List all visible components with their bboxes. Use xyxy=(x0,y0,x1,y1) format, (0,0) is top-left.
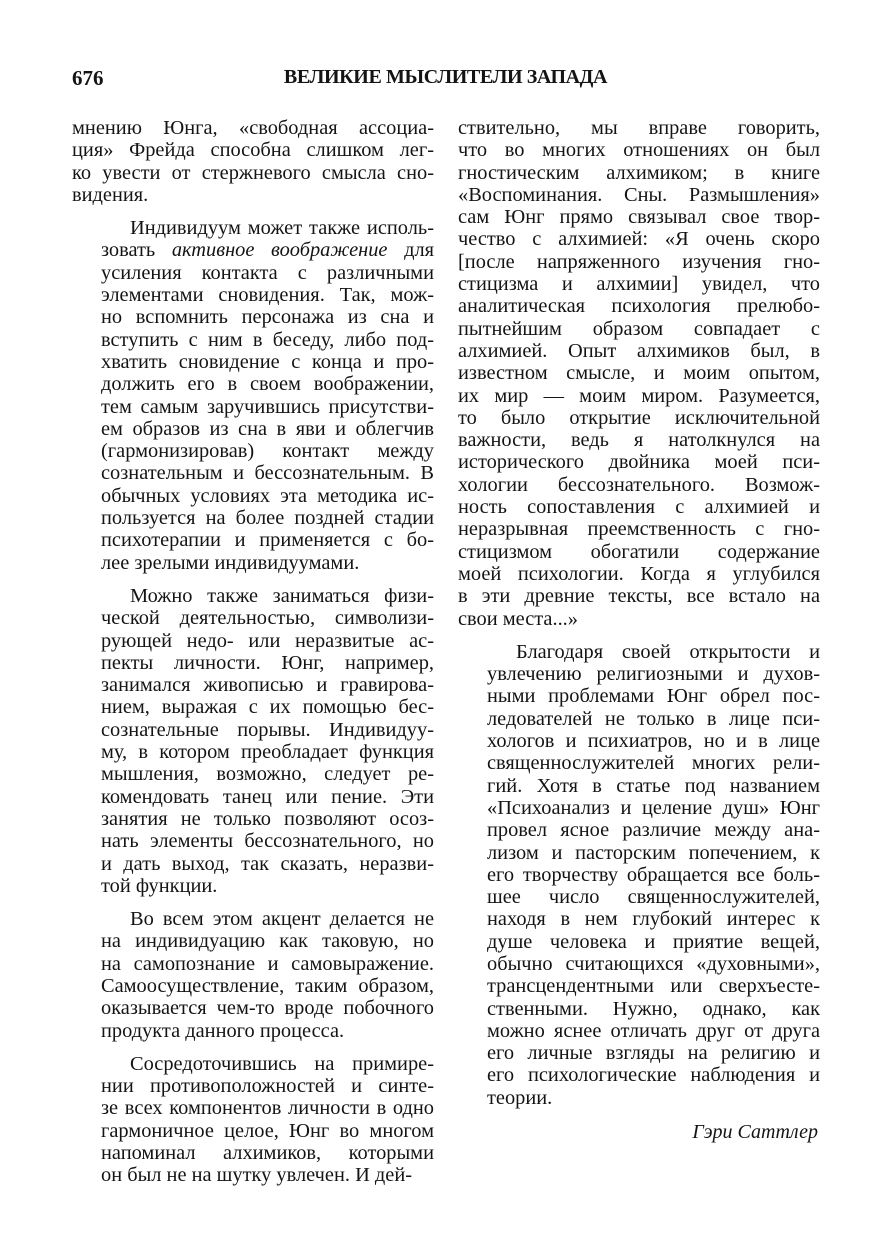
page-number: 676 xyxy=(72,66,104,90)
text-line: свои места...» xyxy=(458,607,578,630)
text-line: той функции. xyxy=(101,874,218,897)
text-line: гий. Хотя в статье под названием xyxy=(487,774,820,797)
text-line: зе всех компонентов личности в одно xyxy=(101,1097,434,1120)
text-line: стицизмом обогатили содержание xyxy=(458,540,820,563)
text-line: шее число священнослужителей, xyxy=(487,886,820,909)
text-line: трансцендентными или сверхъесте- xyxy=(487,975,820,998)
text-line: провел ясное различие между ана- xyxy=(487,819,820,842)
text-line: находя в нем глубокий интерес к xyxy=(487,908,820,931)
text-line: неразрывная преемственность с гно- xyxy=(458,518,820,541)
text-line: его творчеству обращается все боль- xyxy=(487,863,820,886)
text-line: ствительно, мы вправе говорить, xyxy=(458,117,820,139)
text-line: гармоничное целое, Юнг во многом xyxy=(101,1119,434,1142)
text-line: усиления контакта с различными xyxy=(101,261,434,284)
text-line: и дать выход, так сказать, неразви- xyxy=(101,852,434,875)
text-line: важности, ведь я натолкнулся на xyxy=(458,429,820,452)
text-line: ными проблемами Юнг обрел пос- xyxy=(487,685,820,708)
text-line: алхимией. Опыт алхимиков был, в xyxy=(458,339,820,362)
text-line: на индивидуацию как таковую, но xyxy=(101,930,434,953)
text-line: Индивидуум может также исполь- xyxy=(130,217,434,240)
text-line: «Воспоминания. Сны. Размышления» xyxy=(458,183,820,206)
text-line: увлечению религиозными и духов- xyxy=(487,663,820,686)
text-line: обычно считающихся «духовными», xyxy=(487,952,820,975)
text-line: му, в котором преобладает функция xyxy=(101,741,434,764)
text-line: лизом и пасторским попечением, к xyxy=(487,841,820,864)
text-line: [после напряженного изучения гно- xyxy=(458,250,820,273)
text-line: он был не на шутку увлечен. И дей- xyxy=(101,1164,413,1187)
text-line: хватить сновидение с конца и про- xyxy=(101,350,434,373)
paragraph xyxy=(72,217,434,574)
text-line: нием, выражая с их помощью бес- xyxy=(101,696,434,719)
text-line: чество с алхимией: «Я очень скоро xyxy=(458,228,820,251)
text-line: напоминал алхимиков, которыми xyxy=(101,1142,434,1165)
left-text-column xyxy=(72,117,434,1187)
text-line: аналитическая психология прелюбо- xyxy=(458,295,820,318)
text-line: хологов и психиатров, но и в лице xyxy=(487,730,820,753)
text-line: Во всем этом акцент делается не xyxy=(130,908,434,931)
text-line: Можно также заниматься физи- xyxy=(130,584,434,607)
text-line: известном смысле, и моим опытом, xyxy=(458,362,820,385)
text-line: на самопознание и самовыражение. xyxy=(101,952,434,975)
article-author: Гэри Саттлер xyxy=(692,1121,818,1143)
paragraph xyxy=(72,585,434,897)
text-line: мнению Юнга, «свободная ассоциа- xyxy=(72,117,434,139)
text-line: оказывается чем-то вроде побочного xyxy=(101,997,434,1020)
text-line: ем образов из сна в яви и облегчив xyxy=(101,417,434,440)
text-line: ность сопоставления с алхимией и xyxy=(458,496,820,519)
running-title: ВЕЛИКИЕ МЫСЛИТЕЛИ ЗАПАДА xyxy=(283,66,608,88)
text-line: (гармонизировав) контакт между xyxy=(101,440,434,463)
paragraph xyxy=(458,641,820,1109)
text-line: можно яснее отличать друг от друга xyxy=(487,1019,820,1042)
text-line: ственными. Нужно, однако, как xyxy=(487,997,820,1020)
text-line: комендовать танец или пение. Эти xyxy=(101,785,434,808)
text-line: Благодаря своей открытости и xyxy=(516,640,820,663)
text-line: его личные взгляды на религию и xyxy=(487,1042,820,1065)
text-line: гностическим алхимиком; в книге xyxy=(458,161,820,184)
text-line: пытнейшим образом совпадает с xyxy=(458,317,820,340)
text-line: моей психологии. Когда я углубился xyxy=(458,562,820,585)
right-text-column xyxy=(458,117,820,1109)
text-line: но вспомнить персонажа из сна и xyxy=(101,306,434,329)
text-line: тем самым заручившись присутстви- xyxy=(101,395,434,418)
text-line: хологии бессознательного. Возмож- xyxy=(458,473,820,496)
text-line: занимался живописью и гравирова- xyxy=(101,674,434,697)
text-line: Самоосуществление, таким образом, xyxy=(101,974,434,997)
text-line: продукта данного процесса. xyxy=(101,1019,345,1042)
text-line: нать элементы бессознательного, но xyxy=(101,830,434,853)
text-line: исторического двойника моей пси- xyxy=(458,451,820,474)
paragraph xyxy=(458,117,820,630)
text-line: ко увести от стержневого смысла сно- xyxy=(72,161,434,184)
text-line: их мир — моим миром. Разумеется, xyxy=(458,384,820,407)
text-line: элементами сновидения. Так, мож- xyxy=(101,284,434,307)
text-line: рующей недо- или неразвитые ас- xyxy=(101,629,434,652)
text-line: теории. xyxy=(487,1086,553,1109)
text-line: «Психоанализ и целение душ» Юнг xyxy=(487,796,820,819)
text-line: то было открытие исключительной xyxy=(458,406,820,429)
emphasized-term: активное воображение xyxy=(171,239,388,262)
text-line: обычных условиях эта методика ис- xyxy=(101,484,434,507)
text-line: психотерапии и применяется с бо- xyxy=(101,529,434,552)
text-line: в эти древние тексты, все встало на xyxy=(458,585,820,608)
text-line: вступить с ним в беседу, либо под- xyxy=(101,328,434,351)
text-line: сам Юнг прямо связывал свое твор- xyxy=(458,206,820,229)
text-line: должить его в своем воображении, xyxy=(101,373,434,396)
text-line: сознательные порывы. Индивидуу- xyxy=(101,718,434,741)
text-line: занятия не только позволяют осоз- xyxy=(101,807,434,830)
text-line: его психологические наблюдения и xyxy=(487,1064,820,1087)
text-line: сознательным и бессознательным. В xyxy=(101,462,434,485)
text-line: что во многих отношениях он был xyxy=(458,139,820,162)
text-line: пекты личности. Юнг, например, xyxy=(101,651,434,674)
text-line: пользуется на более поздней стадии xyxy=(101,507,434,530)
text-line: мышления, возможно, следует ре- xyxy=(101,763,434,786)
paragraph xyxy=(72,908,434,1042)
text-line: зовать активное воображение для xyxy=(101,239,435,262)
paragraph xyxy=(72,117,434,206)
text-line: ческой деятельностью, символизи- xyxy=(101,607,434,630)
text-line: нии противоположностей и синте- xyxy=(101,1075,434,1098)
text-line: видения. xyxy=(72,183,149,206)
text-line: лее зрелыми индивидуумами. xyxy=(101,551,360,574)
page-header xyxy=(72,66,819,96)
text-line: ция» Фрейда способна слишком лег- xyxy=(72,139,434,162)
text-line: ледователей не только в лице пси- xyxy=(487,707,820,730)
text-line: священнослужителей многих рели- xyxy=(487,752,820,775)
text-line: душе человека и приятие вещей, xyxy=(487,930,820,953)
text-line: стицизма и алхимии] увидел, что xyxy=(458,273,820,296)
paragraph xyxy=(72,1053,434,1187)
text-line: Сосредоточившись на примире- xyxy=(130,1052,434,1075)
